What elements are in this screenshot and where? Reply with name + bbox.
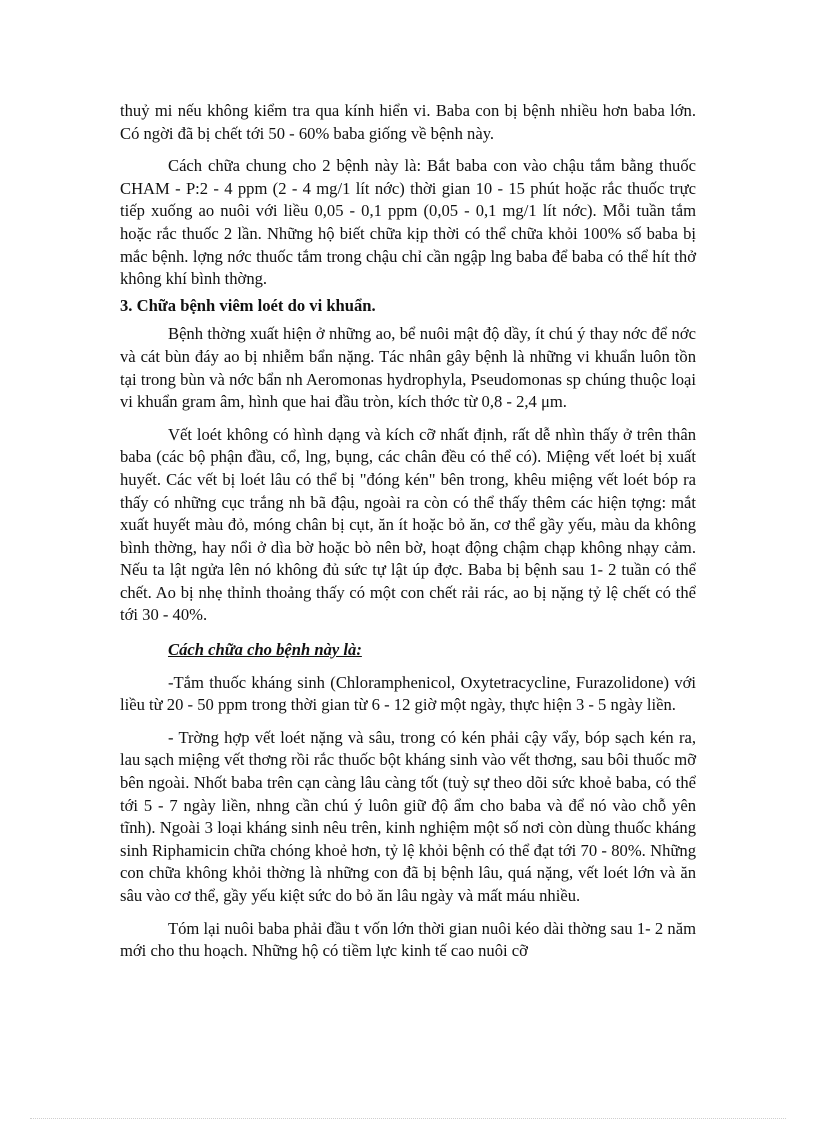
footer-divider [30, 1118, 786, 1119]
treatment-subheading: Cách chữa cho bệnh này là: [168, 640, 362, 660]
paragraph-treatment-general: Cách chữa chung cho 2 bệnh này là: Bắt baba con vào chậu tắm bằng thuốc CHAM - P:2 - 4 ppm (2 - 4 mg/1 lít nớc) thời gian 10 - 15 phút hoặc rắc thuốc trực tiếp xuống ao nuôi với liều 0,05 - 0,1 ppm (0,05 - 0,1 mg/1 lít nớc). Mỗi tuần tắm hoặc rắc thuốc 2 lần. Những hộ biết chữa kịp thời có thể chữa khỏi 100% số baba bị mắc bệnh. lợng nớc thuốc tắm trong chậu chỉ cần ngập lng baba để baba có thể hít thở không khí bình thờng. [120, 156, 696, 289]
paragraph-summary: Tóm lại nuôi baba phải đầu t vốn lớn thời gian nuôi kéo dài thờng sau 1- 2 năm mới cho thu hoạch. Những hộ có tiềm lực kinh tế cao nuôi cỡ [120, 918, 696, 961]
paragraph-cause: Bệnh thờng xuất hiện ở những ao, bể nuôi mật độ dầy, ít chú ý thay nớc để nớc và cát bùn đáy ao bị nhiễm bẩn nặng. Tác nhân gây bệnh là những vi khuẩn luôn tồn tại trong bùn và nớc bẩn nh Aeromonas hydrophyla, Pseudomonas sp chúng thuộc loại vi khuẩn gram âm, hình que hai đầu tròn, kích thớc từ 0,8 - 2,4 μm. [120, 324, 696, 412]
paragraph-antibiotic-bath: -Tắm thuốc kháng sinh (Chloramphenicol, Oxytetracycline, Furazolidone) với liều từ 20 - 50 ppm trong thời gian từ 6 - 12 giờ một ngày, thực hiện 3 - 5 ngày liền. [120, 672, 696, 715]
paragraph-symptoms: Vết loét không có hình dạng và kích cỡ nhất định, rất dễ nhìn thấy ở trên thân baba (các bộ phận đầu, cổ, lng, bụng, các chân đều có thể có). Miệng vết loét bị xuất huyết. Các vết bị loét lâu có thể bị "đóng kén" bên trong, khêu miệng vết loét bóp ra thấy có những cục trắng nh bã đậu, ngoài ra còn có thể thấy thêm các hiện tợng: mắt xuất huyết màu đỏ, móng chân bị cụt, ăn ít hoặc bỏ ăn, cơ thể gầy yếu, màu da không bình thờng, hay nổi ở dìa bờ hoặc bò nên bờ, hoạt động chậm chạp không nhạy cảm. Nếu ta lật ngửa lên nó không đủ sức tự lật úp đợc. Baba bị bệnh sau 1- 2 tuần có thể chết. Ao bị nhẹ thỉnh thoảng thấy có một con chết rải rác, ao bị nặng tỷ lệ chết có thể tới 30 - 40%. [120, 424, 696, 625]
section-heading: 3. Chữa bệnh viêm loét do vi khuẩn. [120, 295, 376, 315]
paragraph-severe-case: - Trờng hợp vết loét nặng và sâu, trong có kén phải cậy vẩy, bóp sạch kén ra, lau sạch miệng vết thơng rồi rắc thuốc bột kháng sinh vào vết thơng, sau bôi thuốc mỡ bên ngoài. Nhốt baba trên cạn càng lâu càng tốt (tuỳ sự theo dõi sức khoẻ baba, có thể tới 5 - 7 ngày liền, nhng cần chú ý luôn giữ độ ẩm cho baba và để nó vào chỗ yên tĩnh). Ngoài 3 loại kháng sinh nêu trên, kinh nghiệm một số nơi còn dùng thuốc kháng sinh Riphamicin chữa chóng khoẻ hơn, tỷ lệ khỏi bệnh có thể đạt tới 70 - 80%. Những con chữa không khỏi thờng là những con đã bị bệnh lâu, quá nặng, vết loét lớn và ăn sâu vào cơ thể, gầy yếu kiệt sức do bỏ ăn lâu ngày và mất máu nhiều. [120, 727, 696, 905]
document-body [120, 100, 696, 963]
paragraph-continued: thuỷ mi nếu không kiểm tra qua kính hiển vi. Baba con bị bệnh nhiều hơn baba lớn. Có ngời đã bị chết tới 50 - 60% baba giống về bệnh này. [120, 101, 696, 143]
